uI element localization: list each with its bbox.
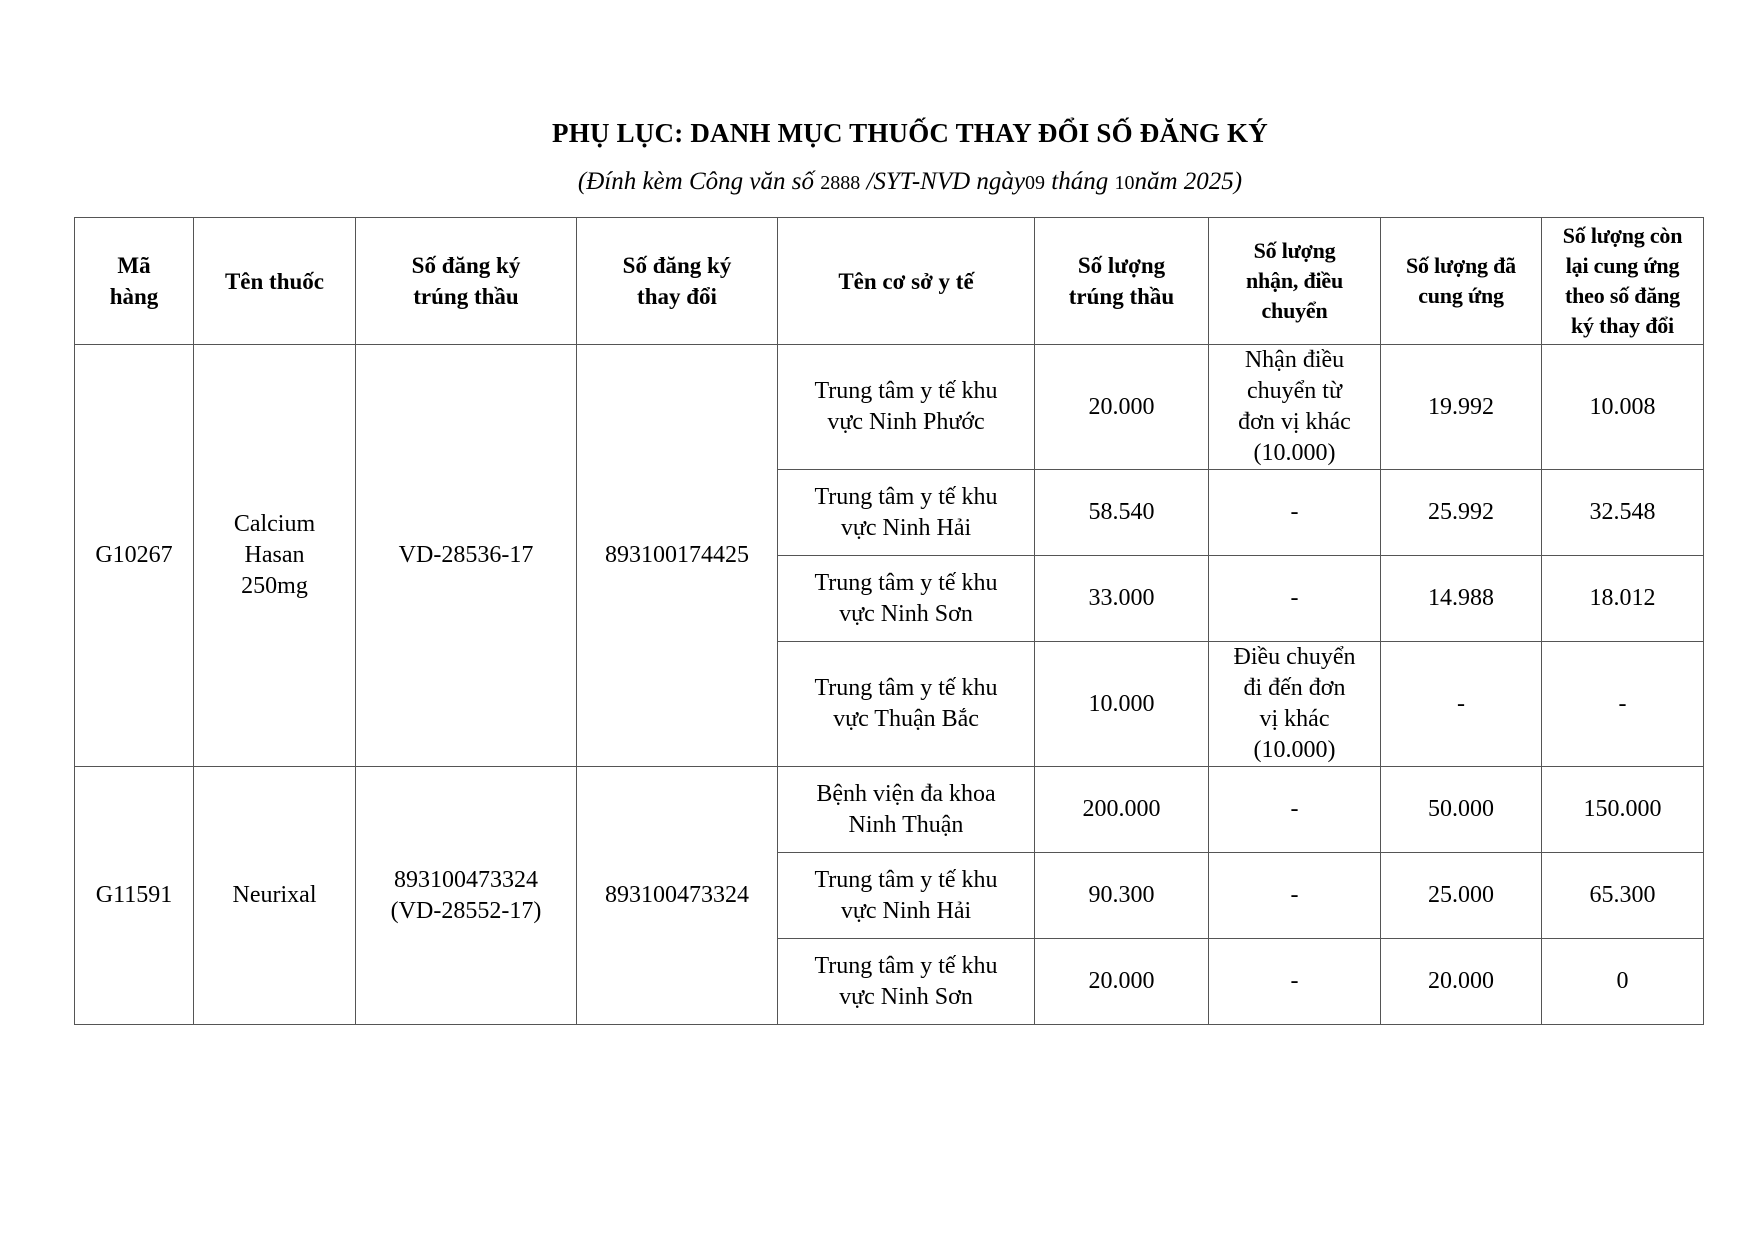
text-line: cung ứng: [1418, 283, 1504, 308]
table-body: [75, 345, 1704, 1025]
document-title: PHỤ LỤC: DANH MỤC THUỐC THAY ĐỔI SỐ ĐĂNG KÝ: [552, 118, 1268, 148]
text-line: Trung tâm y tế khu: [814, 675, 998, 701]
text-line: (10.000): [1253, 440, 1336, 466]
text-line: VD-28536-17: [398, 542, 534, 568]
cell-sl-con-lai: 10.008: [1542, 345, 1704, 470]
text-line: -: [1290, 796, 1299, 822]
cell-sl-con-lai: 150.000: [1542, 767, 1704, 853]
text-line: Trung tâm y tế khu: [814, 569, 998, 596]
cell-sdk-thay-doi: 893100473324: [577, 767, 778, 1025]
table-row: [75, 345, 1704, 470]
text-line: Bệnh viện đa khoa: [816, 780, 996, 807]
cell-sdk-trung-thau: [356, 345, 577, 767]
header-ten-thuoc: [194, 218, 356, 345]
text-line: vực Ninh Hải: [840, 897, 972, 924]
header-sdk-trung-thau: [356, 218, 577, 345]
header-sl-da-cung-ung: [1381, 218, 1542, 345]
cell-ma-hang: G11591: [75, 767, 194, 1025]
cell-ma-hang: G10267: [75, 345, 194, 767]
text-line: đơn vị khác: [1238, 409, 1351, 435]
cell-sl-nhan-dieu-chuyen: [1209, 642, 1381, 767]
doc-number: 2888: [820, 172, 861, 194]
cell-sl-nhan-dieu-chuyen: [1209, 470, 1381, 556]
cell-sl-trung-thau: 58.540: [1035, 470, 1209, 556]
text-line: -: [1290, 882, 1299, 908]
cell-sl-con-lai: 18.012: [1542, 556, 1704, 642]
text-line: trúng thầu: [413, 284, 519, 309]
text-line: Số lượng: [1077, 253, 1166, 278]
text-line: -: [1290, 585, 1299, 611]
doc-day: 09: [1025, 172, 1046, 194]
document-subtitle: [0, 168, 1754, 196]
cell-ten-co-so: [778, 345, 1035, 470]
cell-sl-con-lai: 32.548: [1542, 470, 1704, 556]
text-line: Neurixal: [232, 882, 317, 908]
cell-sl-da-cung-ung: 20.000: [1381, 939, 1542, 1025]
subtitle-suffix: năm 2025): [1134, 168, 1243, 195]
text-line: lại cung ứng: [1565, 253, 1680, 278]
subtitle-mid1: /SYT-NVD ngày: [866, 168, 1026, 195]
cell-sl-da-cung-ung: 25.992: [1381, 470, 1542, 556]
text-line: Số đăng ký: [622, 253, 732, 278]
cell-sdk-trung-thau: [356, 767, 577, 1025]
cell-sl-da-cung-ung: 25.000: [1381, 853, 1542, 939]
header-sl-nhan-dieu-chuyen: [1209, 218, 1381, 345]
text-line: vị khác: [1259, 706, 1330, 732]
cell-sl-trung-thau: 20.000: [1035, 939, 1209, 1025]
text-line: (VD-28552-17): [390, 897, 542, 924]
cell-ten-co-so: [778, 767, 1035, 853]
cell-ten-co-so: [778, 556, 1035, 642]
text-line: Trung tâm y tế khu: [814, 483, 998, 510]
drug-registration-table: [74, 217, 1704, 1025]
subtitle-prefix: (Đính kèm Công văn số: [577, 168, 814, 195]
text-line: theo số đăng: [1565, 283, 1680, 308]
text-line: nhận, điều: [1245, 268, 1344, 293]
doc-month: 10: [1114, 172, 1135, 194]
cell-ten-thuoc: [194, 767, 356, 1025]
text-line: 250mg: [241, 573, 308, 599]
cell-sl-trung-thau: 10.000: [1035, 642, 1209, 767]
cell-sl-da-cung-ung: 14.988: [1381, 556, 1542, 642]
cell-sl-trung-thau: 200.000: [1035, 767, 1209, 853]
text-line: Trung tâm y tế khu: [814, 866, 998, 893]
cell-sl-con-lai: 0: [1542, 939, 1704, 1025]
text-line: Số lượng: [1253, 238, 1336, 263]
header-sl-con-lai: [1542, 218, 1704, 345]
table-row: [75, 767, 1704, 853]
text-line: vực Thuận Bắc: [833, 706, 979, 732]
text-line: Calcium: [233, 511, 316, 537]
text-line: trúng thầu: [1068, 284, 1175, 309]
text-line: -: [1290, 499, 1299, 525]
cell-sl-trung-thau: 33.000: [1035, 556, 1209, 642]
text-line: Điều chuyển: [1233, 644, 1356, 670]
text-line: Trung tâm y tế khu: [814, 378, 998, 404]
cell-ten-thuoc: [194, 345, 356, 767]
text-line: đi đến đơn: [1243, 675, 1346, 701]
header-ten-co-so: [778, 218, 1035, 345]
text-line: Ninh Thuận: [848, 811, 964, 838]
cell-sdk-thay-doi: 893100174425: [577, 345, 778, 767]
text-line: thay đổi: [637, 284, 717, 309]
cell-sl-da-cung-ung: 19.992: [1381, 345, 1542, 470]
text-line: -: [1290, 968, 1299, 994]
text-line: hàng: [109, 284, 159, 309]
header-ma-hang: [75, 218, 194, 345]
cell-sl-nhan-dieu-chuyen: [1209, 556, 1381, 642]
cell-sl-nhan-dieu-chuyen: [1209, 345, 1381, 470]
cell-sl-con-lai: 65.300: [1542, 853, 1704, 939]
text-line: Tên thuốc: [224, 268, 325, 294]
text-line: vực Ninh Sơn: [839, 600, 973, 627]
text-line: vực Ninh Hải: [840, 514, 972, 541]
header-sdk-thay-doi: [577, 218, 778, 345]
cell-ten-co-so: [778, 470, 1035, 556]
text-line: Số lượng còn: [1562, 223, 1683, 248]
text-line: Nhận điều: [1244, 347, 1345, 373]
text-line: Số lượng đã: [1405, 253, 1516, 278]
text-line: vực Ninh Phước: [827, 409, 985, 435]
header-row: [75, 218, 1704, 345]
text-line: Hasan: [244, 542, 305, 568]
cell-ten-co-so: [778, 642, 1035, 767]
cell-sl-trung-thau: 20.000: [1035, 345, 1209, 470]
text-line: ký thay đổi: [1571, 313, 1674, 338]
text-line: 893100473324: [394, 866, 538, 893]
subtitle-mid2: tháng: [1051, 168, 1109, 195]
cell-sl-nhan-dieu-chuyen: [1209, 853, 1381, 939]
cell-sl-nhan-dieu-chuyen: [1209, 767, 1381, 853]
text-line: Số đăng ký: [411, 253, 521, 278]
text-line: Mã: [117, 253, 151, 278]
cell-ten-co-so: [778, 853, 1035, 939]
text-line: Tên cơ sở y tế: [838, 268, 974, 294]
cell-sl-trung-thau: 90.300: [1035, 853, 1209, 939]
cell-sl-con-lai: -: [1542, 642, 1704, 767]
text-line: Trung tâm y tế khu: [814, 952, 998, 979]
cell-ten-co-so: [778, 939, 1035, 1025]
text-line: (10.000): [1253, 737, 1336, 763]
text-line: chuyển: [1261, 298, 1328, 323]
cell-sl-da-cung-ung: 50.000: [1381, 767, 1542, 853]
text-line: chuyển từ: [1247, 378, 1342, 404]
cell-sl-nhan-dieu-chuyen: [1209, 939, 1381, 1025]
header-sl-trung-thau: [1035, 218, 1209, 345]
text-line: vực Ninh Sơn: [839, 983, 973, 1010]
cell-sl-da-cung-ung: -: [1381, 642, 1542, 767]
